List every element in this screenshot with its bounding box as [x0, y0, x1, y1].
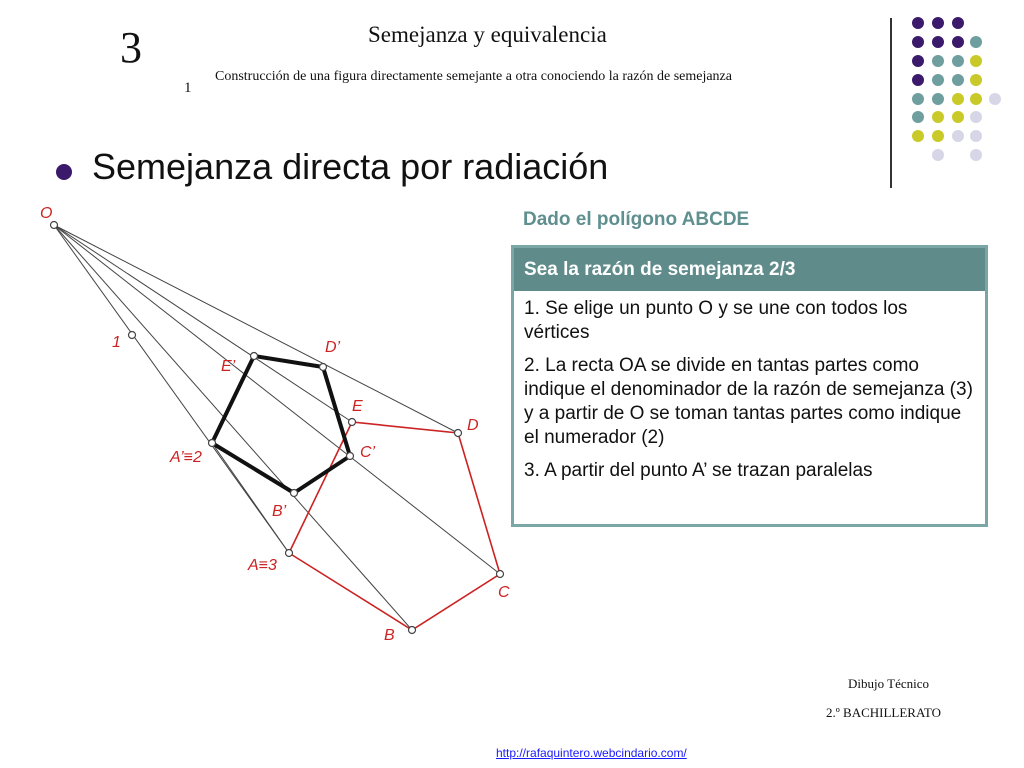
panel-steps: [514, 291, 985, 483]
section-heading: Semejanza directa por radiación: [92, 146, 609, 187]
point-O: [51, 222, 58, 229]
label-D-prime: D’: [325, 339, 341, 356]
point-1: [129, 332, 136, 339]
ray-OD: [54, 225, 458, 433]
label-C-prime: C’: [360, 444, 376, 461]
label-E: E: [352, 398, 363, 415]
label-O: O: [40, 205, 53, 222]
step-1: 1. Se elige un punto O y se une con todos los vértices: [524, 298, 908, 343]
given-polygon-label: Dado el polígono ABCDE: [523, 209, 750, 230]
label-C: C: [498, 584, 510, 601]
slide-title: Semejanza y equivalencia: [368, 22, 607, 47]
footer-course: Dibujo Técnico: [848, 676, 929, 691]
ray-OE: [54, 225, 352, 422]
footer-link[interactable]: http://rafaquintero.webcindario.com/: [496, 746, 687, 760]
step-3: 3. A partir del punto A’ se trazan paralelas: [524, 460, 873, 481]
subsection-text: Construcción de una figura directamente semejante a otra conociendo la razón de semejanza: [215, 69, 732, 84]
label-E-prime: E’: [221, 358, 236, 375]
point-D-prime: [320, 364, 327, 371]
unit-number: 3: [120, 23, 142, 72]
point-D: [455, 430, 462, 437]
footer-level: 2.º BACHILLERATO: [826, 705, 942, 720]
label-B: B: [384, 627, 395, 644]
point-B: [409, 627, 416, 634]
point-C-prime: [347, 453, 354, 460]
ray-OA: [54, 225, 289, 553]
label-D: D: [467, 417, 479, 434]
point-A-prime: [209, 440, 216, 447]
point-C: [497, 571, 504, 578]
point-E-prime: [251, 353, 258, 360]
point-E: [349, 419, 356, 426]
panel-header: Sea la razón de semejanza 2/3: [514, 248, 985, 291]
point-B-prime: [291, 490, 298, 497]
label-B-prime: B’: [272, 503, 287, 520]
label-A-3: A≡3: [248, 557, 277, 574]
label-1: 1: [112, 334, 121, 351]
label-A-prime-2: A’≡2: [170, 449, 202, 466]
instructions-panel: [511, 245, 988, 527]
parallel-guide: [212, 443, 289, 553]
subsection-number: 1: [184, 80, 192, 96]
step-2: 2. La recta OA se divide en tantas partes como indique el denominador de la razón de semejanza (3) y a partir de O se toman tantas partes como indique el numerador (2): [524, 355, 973, 448]
ray-OC: [54, 225, 500, 574]
ray-OB: [54, 225, 412, 630]
point-A: [286, 550, 293, 557]
